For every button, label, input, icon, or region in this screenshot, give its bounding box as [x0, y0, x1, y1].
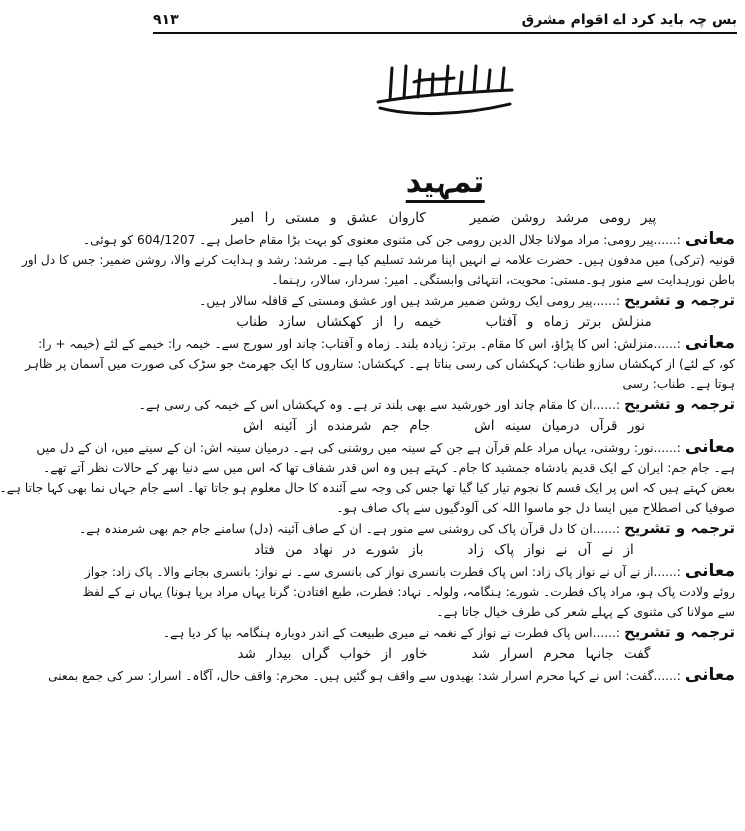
page-number: ۹۱۳ [153, 12, 179, 28]
translation-label: ترجمہ و تشریح [623, 291, 735, 309]
verse-couplet [153, 207, 735, 229]
verse-hemistich: کاروان عشق و مستی را امیر [231, 210, 426, 226]
verse-couplet [153, 415, 735, 437]
verse-hemistich: از نے آں نے نواز پاک زاد [467, 542, 634, 558]
bismillah-calligraphy [370, 58, 520, 120]
meaning-line: معانی:......گفت: اس نے کہا محرم اسرار شد: بھیدوں سے واقف ہو گئیں ہیں۔ محرم: واقف حال، آگاہ۔ اسرار: سر کی جمع بمعنی [48, 665, 735, 685]
meaning-line: ہوتا ہے۔ طناب: رسی [622, 377, 735, 391]
meaning-line: معانی:......منزلش: اس کا پڑاؤ، اس کا مقام۔ برتر: زیادہ بلند۔ زماہ و آفتاب: چاند اور سورج سے۔ خیمہ را: خیمے کے لئے (خیمہ + را: [38, 333, 735, 353]
verse-hemistich: جام جم شرمنده از آئینه اش [242, 418, 431, 434]
book-title: بس چہ باید کرد اے اقوام مشرق [521, 12, 737, 28]
meaning-line: سے مولانا کی مثنوی کے پہلے شعر کی طرف خیال جاتا ہے۔ [436, 605, 735, 619]
tamheed-heading [406, 165, 485, 203]
translation-line: ترجمہ و تشریح:......اس پاک فطرت نے نواز کے نغمہ نے میری طبیعت کے اندر دوبارہ ہنگامہ بپا کر دیا ہے۔ [162, 623, 735, 641]
meaning-line: صوفیا کی اصطلاح میں ایسا دل جو ماسوا اللہ کی آلودگیوں سے پاک صاف ہو۔ [336, 501, 735, 515]
meaning-label: معانی [684, 665, 735, 685]
verse-hemistich: منزلش برتر زماه و آفتاب [485, 314, 652, 330]
verse-hemistich: باز شورے در نهاد من فتاد [254, 542, 424, 558]
verse-couplet [153, 311, 735, 333]
verse-hemistich: خاور از خواب گراں بیدار شد [237, 646, 428, 662]
commentary-body [0, 207, 735, 686]
verse-hemistich: گفت جانہا محرم اسرار شد [471, 646, 651, 662]
translation-line: ترجمہ و تشریح:......ان کا مقام چاند اور خورشید سے بھی بلند تر ہے۔ وہ کہکشاں اس کے خیمہ کی رسی ہے۔ [138, 395, 735, 413]
verse-couplet [153, 539, 735, 561]
meaning-label: معانی [684, 333, 735, 353]
meaning-line: روئے ولادت پاک ہو، مراد پاک فطرت۔ شورے: ہنگامہ، ولولہ۔ نہاد: فطرت، طبع افتادن: گرنا یہاں مراد برپا ہونا) یہاں نے کے لفظ [82, 585, 735, 599]
meaning-line: معانی:......پیر رومی: مراد مولانا جلال الدین رومی جن کی مثنوی معنوی کو بہت بڑا مقام حاصل ہے۔ 604/1207 کو ہوئی۔ [83, 229, 735, 249]
meaning-label: معانی [684, 437, 735, 457]
heading-underline [406, 200, 485, 203]
heading-text: تمہید [405, 165, 485, 200]
running-header [153, 8, 737, 34]
meaning-line: باطن نورہدایت سے منور ہو۔مستی: محویت، انتہائی وابستگی۔ امیر: سردار، سالار، رہنما۔ [271, 273, 735, 287]
verse-couplet [153, 643, 735, 665]
translation-line: ترجمہ و تشریح:......ان کا دل قرآن پاک کی روشنی سے منور ہے۔ ان کے صاف آئینہ (دل) سامنے جام جم بھی شرمندہ ہے۔ [79, 519, 735, 537]
meaning-label: معانی [684, 561, 735, 581]
meaning-line: ہے۔ جام جم: ایران کے ایک قدیم بادشاہ جمشید کا جام۔ کہتے ہیں وہ اس قدر شفاف تھا کہ اس میں سے دنیا بھر کے حالات نظر آتے تھے۔ [43, 461, 735, 475]
meaning-line: معانی:......از نے آں نے نواز پاک زاد: اس پاک فطرت بانسری نواز کی بانسری سے۔ نے نواز: بانسری بجانے والا۔ پاک زاد: جواز [84, 561, 735, 581]
meaning-line: قونیہ (ترکی) میں مدفون ہیں۔ حضرت علامہ نے انہیں اپنا مرشد تسلیم کیا ہے۔ مرشد: رشد و ہدایت کرنے والا، روشن ضمیر: جس کا دل اور [21, 253, 735, 267]
meaning-label: معانی [684, 229, 735, 249]
translation-label: ترجمہ و تشریح [623, 519, 735, 537]
translation-line: ترجمہ و تشریح:......پیر رومی ایک روشن ضمیر مرشد ہیں اور عشق ومستی کے قافلہ سالار ہیں۔ [199, 291, 735, 309]
verse-hemistich: نور قرآں درمیان سینه اش [474, 418, 645, 434]
verse-hemistich: خیمه را از کهکشاں سازد طناب [236, 314, 442, 330]
meaning-line: بعض کہتے ہیں کہ اس پر ایک قسم کا نجوم تیار کیا گیا تھا جس کی وجہ سے آئندہ کا حال معلوم ہو جاتا تھا۔ اسے جام جہاں نما بھی کہا جاتا ہے۔ [0, 481, 735, 495]
verse-hemistich: پیر رومی مرشد روشن ضمیر [469, 210, 657, 226]
translation-label: ترجمہ و تشریح [623, 395, 735, 413]
meaning-line: کو، کے لئے) از کہکشاں سازو طناب: کہکشاں کی رسی بناتا ہے۔ کہکشاں: ستاروں کا ایک جھرمٹ جو سڑک کی صورت میں آسمان پر ظاہر [25, 357, 735, 371]
translation-label: ترجمہ و تشریح [623, 623, 735, 641]
meaning-line: معانی:......نور: روشنی، یہاں مراد علم قرآن ہے جن کے سینہ میں روشنی کی ہے۔ درمیان سینہ اش: ان کے سینے میں، ان کے دل میں [36, 437, 735, 457]
